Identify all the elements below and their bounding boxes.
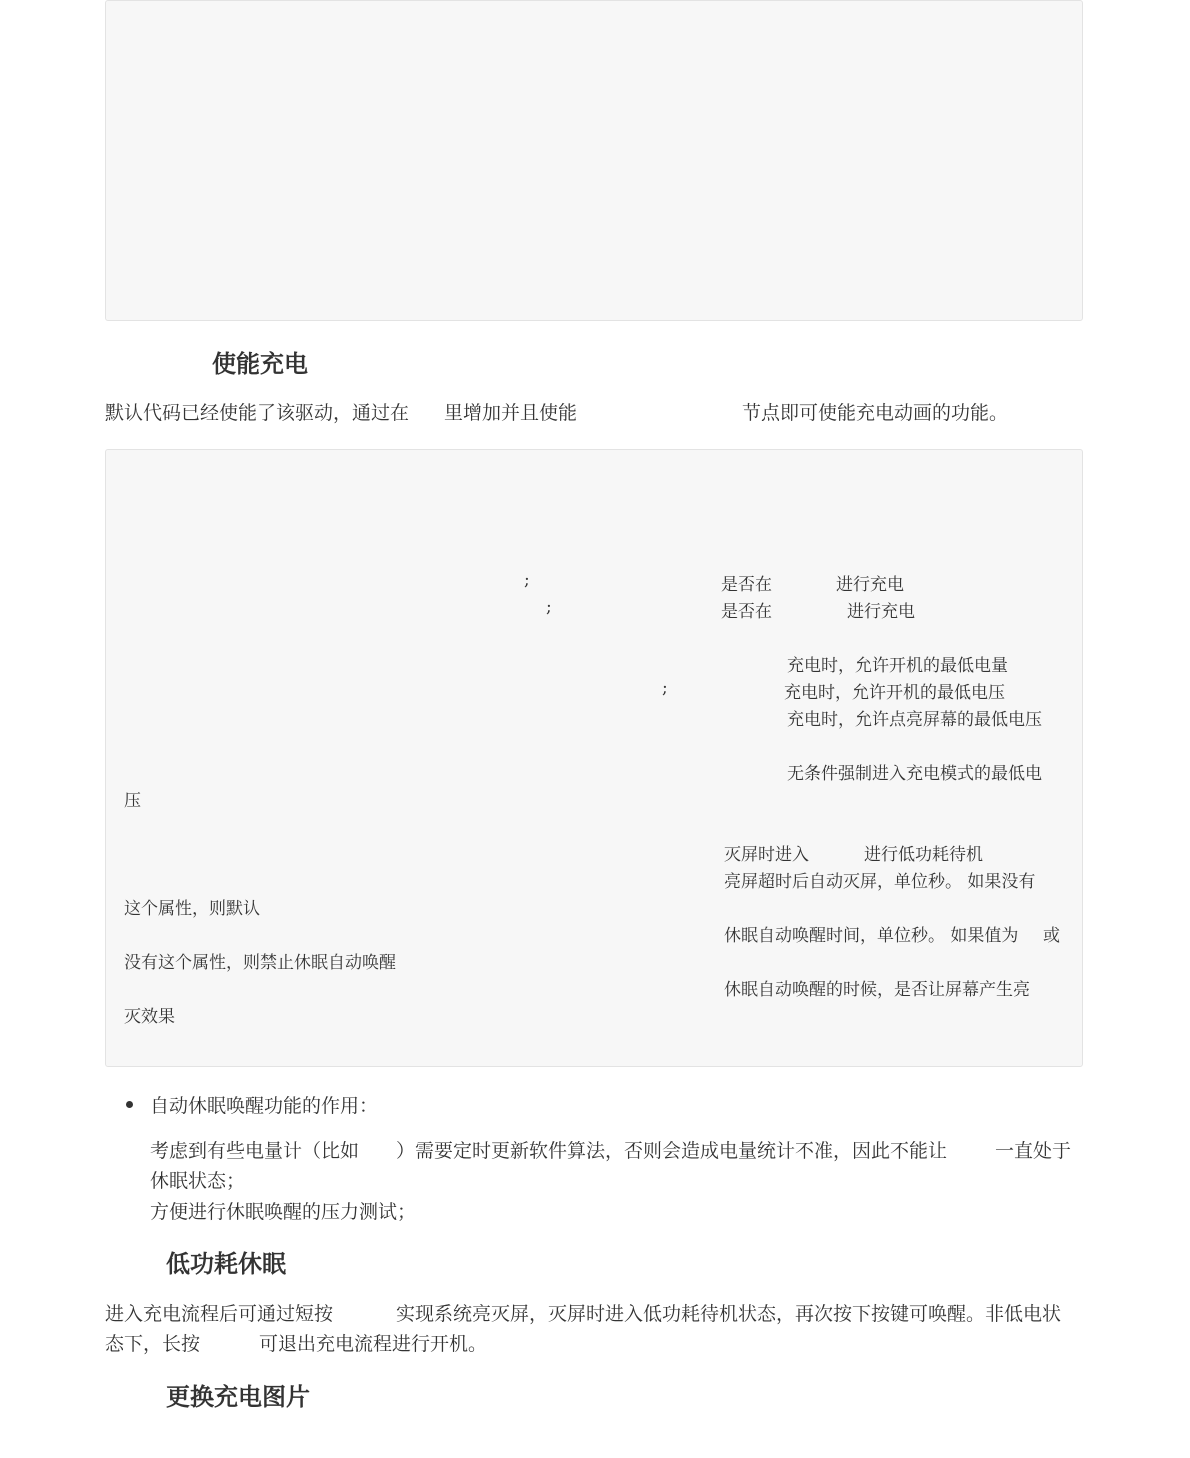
bullet-line-1b: ）需要定时更新软件算法，否则会造成电量统计不准，因此不能让 — [396, 1140, 948, 1162]
code-comment: 进行低功耗待机 — [864, 845, 983, 865]
code-comment: 这个属性，则默认 — [124, 899, 260, 919]
code-comment: 灭效果 — [124, 1007, 175, 1027]
para-enable-text-c: 节点即可使能充电动画的功能。 — [742, 402, 1009, 424]
code-comment: 压 — [124, 791, 141, 811]
code-comment: 休眠自动唤醒时间，单位秒。 如果值为 — [724, 926, 1019, 946]
bullet-title: 自动休眠唤醒功能的作用： — [150, 1095, 379, 1117]
low-power-line2a: 态下，长按 — [105, 1333, 201, 1355]
code-comment: 是否在 — [721, 575, 772, 595]
bullet-line-2: 休眠状态； — [150, 1170, 246, 1192]
low-power-line1b: 实现系统亮灭屏，灭屏时进入低功耗待机状态，再次按下按键可唤醒。非低电状 — [396, 1303, 1062, 1325]
low-power-line2b: 可退出充电流程进行开机。 — [259, 1333, 488, 1355]
code-comment: 进行充电 — [847, 602, 915, 622]
code-semicolon: ; — [524, 570, 530, 590]
bullet-line-3: 方便进行休眠唤醒的压力测试； — [150, 1201, 417, 1223]
code-comment: 亮屏超时后自动灭屏，单位秒。 如果没有 — [724, 872, 1036, 892]
code-block-dts — [105, 449, 1083, 1067]
heading-low-power: 低功耗休眠 — [166, 1249, 286, 1278]
code-comment: 是否在 — [721, 602, 772, 622]
bullet-dot — [126, 1101, 133, 1108]
code-comment: 无条件强制进入充电模式的最低电 — [787, 764, 1042, 784]
code-comment: 休眠自动唤醒的时候，是否让屏幕产生亮 — [724, 980, 1030, 1000]
code-semicolon: ; — [546, 597, 552, 617]
bullet-line-1c: 一直处于 — [995, 1140, 1072, 1162]
code-comment: 灭屏时进入 — [724, 845, 809, 865]
code-comment: 没有这个属性，则禁止休眠自动唤醒 — [124, 953, 396, 973]
heading-replace-image: 更换充电图片 — [166, 1382, 310, 1411]
code-comment: 或 — [1043, 926, 1060, 946]
bullet-line-1a: 考虑到有些电量计（比如 — [150, 1140, 360, 1162]
low-power-line1a: 进入充电流程后可通过短按 — [105, 1303, 334, 1325]
code-comment: 充电时，允许开机的最低电压 — [784, 683, 1005, 703]
para-enable-text-b: 里增加并且使能 — [444, 402, 578, 424]
heading-enable-charge: 使能充电 — [212, 349, 308, 378]
code-semicolon: ; — [662, 678, 668, 698]
code-comment: 充电时，允许开机的最低电量 — [787, 656, 1008, 676]
code-comment: 充电时，允许点亮屏幕的最低电压 — [787, 710, 1042, 730]
para-enable-text-a: 默认代码已经使能了该驱动，通过在 — [105, 402, 410, 424]
code-block-top — [105, 0, 1083, 321]
code-comment: 进行充电 — [836, 575, 904, 595]
